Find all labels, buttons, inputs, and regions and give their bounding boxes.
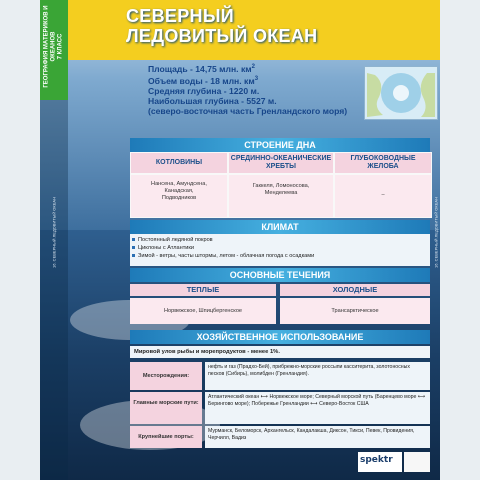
right-caption: 16. СЕВЕРНЫЙ ЛЕДОВИТЫЙ ОКЕАН <box>433 197 439 268</box>
stat-max-depth-note: (северо-восточная часть Гренландского моря) <box>148 105 348 116</box>
bottom-cell-ridges: Гаккеля, Ломоносова, Менделеева <box>228 174 334 218</box>
subject-tab <box>40 0 68 100</box>
econ-row-ports: Крупнейшие порты: Мурманск, Беломорск, Архангельск, Кандалакша, Диксон, Тикси, Певек, Провидения, Черчилл, Вадиз <box>130 426 430 448</box>
currents-cold: Трансарктическое <box>280 298 430 324</box>
bottom-head-trenches: ГЛУБОКОВОДНЫЕ ЖЕЛОБА <box>334 152 432 174</box>
climate-panel <box>130 234 430 266</box>
stat-volume: Объем воды - 18 млн. $км^3$ <box>148 75 259 86</box>
section-bottom-structure: СТРОЕНИЕ ДНА <box>130 138 430 152</box>
section-economy: ХОЗЯЙСТВЕННОЕ ИСПОЛЬЗОВАНИЕ <box>130 330 430 344</box>
climate-item: Постоянный ледяной покров <box>130 236 430 244</box>
footer-info <box>404 452 430 472</box>
left-caption: 16. СЕВЕРНЫЙ ЛЕДОВИТЫЙ ОКЕАН <box>51 197 57 268</box>
bottom-head-basins: КОТЛОВИНЫ <box>130 152 228 174</box>
ocean-stats <box>148 62 358 116</box>
bottom-cell-basins: Нансена, Амундсена, Канадская, Подводников <box>130 174 228 218</box>
currents-warm-head: ТЕПЛЫЕ <box>130 284 276 296</box>
ocean-map <box>364 66 438 120</box>
page-title: СЕВЕРНЫЙ ЛЕДОВИТЫЙ ОКЕАН <box>126 6 318 46</box>
bottom-head-ridges: СРЕДИННО-ОКЕАНИЧЕСКИЕ ХРЕБТЫ <box>228 152 334 174</box>
poster <box>40 0 440 480</box>
section-currents: ОСНОВНЫЕ ТЕЧЕНИЯ <box>130 268 430 282</box>
stat-area: Площадь - 14,75 млн. $км^2$ <box>148 63 255 74</box>
publisher-logo: spektr <box>358 452 402 472</box>
section-climate: КЛИМАТ <box>130 220 430 234</box>
econ-row-deposits: Месторождения: нефть и газ (Прадхо-Бей), прибрежно-морские россыпи касситерита, золотоносных песков (Сибирь), молибден (Гренландия). <box>130 362 430 390</box>
climate-item: Зимой - ветры, часты штормы, летом - облачная погода с осадками <box>130 252 430 260</box>
econ-row-routes: Главные морские пути: Атлантический океан ⟷ Норвежское море; Северный морской путь (Баренцево море ⟷ Берингово море); Побережье Гренландии ⟷ Северо-Восток США <box>130 392 430 424</box>
stat-max-depth: Наибольшая глубина - 5527 м. <box>148 95 277 106</box>
subject-tab-title: ГЕОГРАФИЯ МАТЕРИКОВ И ОКЕАНОВ <box>43 5 57 88</box>
subject-tab-grade: 7 КЛАСС <box>57 33 64 60</box>
currents-warm: Норвежское, Шпицбергенское <box>130 298 276 324</box>
bottom-cell-trenches: – <box>334 174 432 218</box>
stat-avg-depth: Средняя глубина - 1220 м. <box>148 85 260 96</box>
climate-item: Циклоны с Атлантики <box>130 244 430 252</box>
currents-cold-head: ХОЛОДНЫЕ <box>280 284 430 296</box>
fish-catch: Мировой улов рыбы и морепродуктов - менее 1%. <box>130 346 430 358</box>
